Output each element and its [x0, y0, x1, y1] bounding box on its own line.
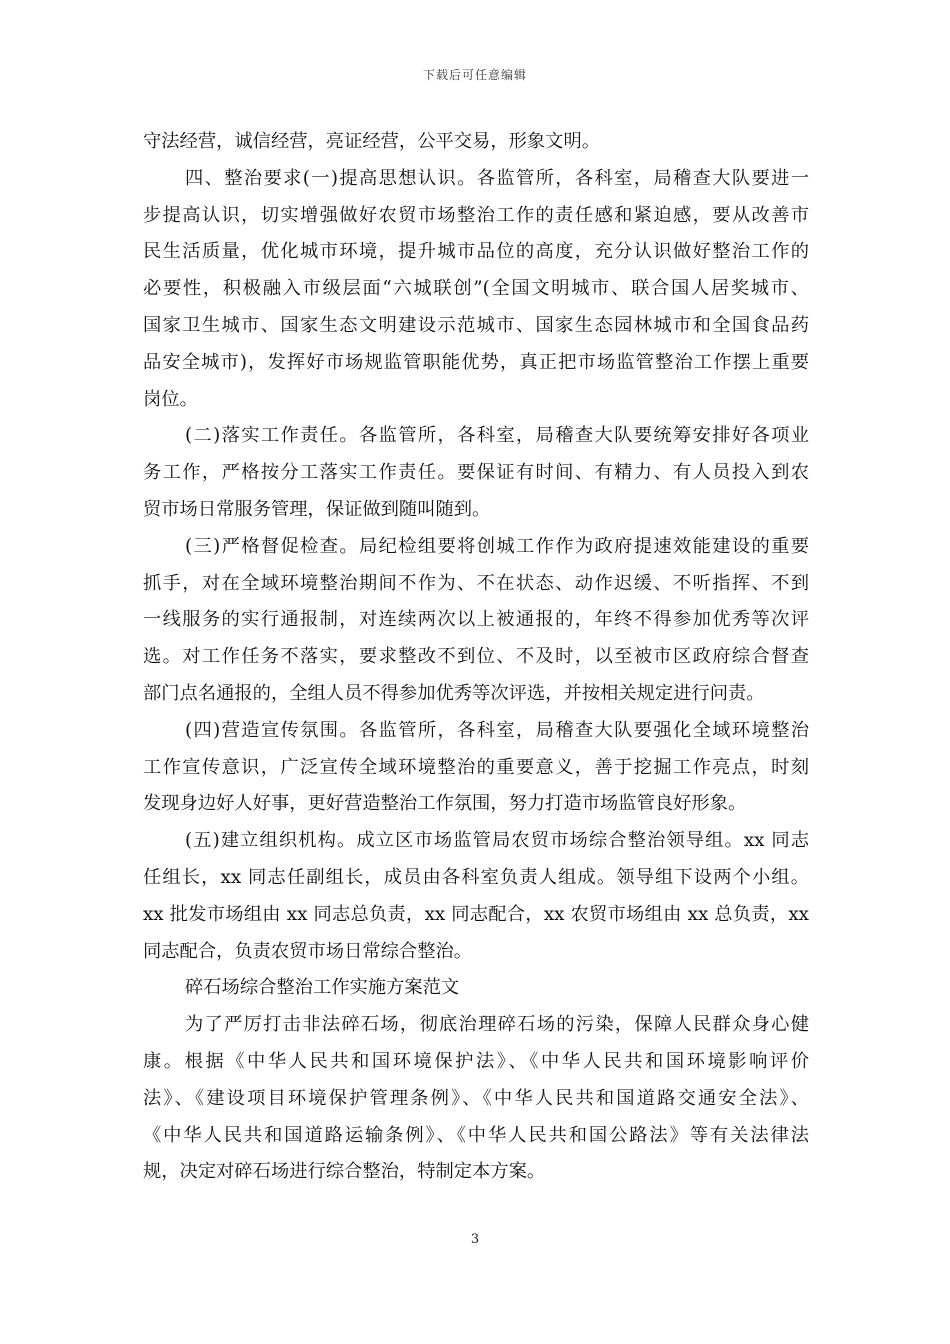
text-line: 工作宣传意识，广泛宣传全域环境整治的重要意义，善于挖掘工作亮点，时刻 [143, 756, 809, 778]
text-line: 品安全城市)，发挥好市场规监管职能优势，真正把市场监管整治工作摆上重要 [143, 351, 809, 373]
text-line: 同志配合，负责农贸市场日常综合整治。 [143, 940, 473, 962]
page-number: 3 [470, 1232, 480, 1247]
text-line: 民生活质量，优化城市环境，提升城市品位的高度，充分认识做好整治工作的 [143, 241, 809, 263]
text-line: 规，决定对碎石场进行综合整治，特制定本方案。 [143, 1161, 546, 1183]
text-line: (五)建立组织机构。成立区市场监管局农贸市场综合整治领导组。xx 同志 [185, 830, 809, 852]
text-line: 《中华人民共和国道路运输条例》、《中华人民共和国公路法》等有关法律法 [143, 1124, 809, 1146]
text-line: 一线服务的实行通报制，对连续两次以上被通报的，年终不得参加优秀等次评 [143, 609, 809, 631]
text-line: 国家卫生城市、国家生态文明建设示范城市、国家生态园林城市和全国食品药 [143, 314, 809, 336]
text-line: (三)严格督促检查。局纪检组要将创城工作作为政府提速效能建设的重要 [185, 535, 809, 557]
text-line: 选。对工作任务不落实，要求整改不到位、不及时，以至被市区政府综合督查 [143, 646, 809, 668]
text-line: 康。根据《中华人民共和国环境保护法》、《中华人民共和国环境影响评价 [143, 1050, 809, 1072]
text-line: 部门点名通报的，全组人员不得参加优秀等次评选，并按相关规定进行问责。 [143, 682, 765, 704]
text-line: (四)营造宣传氛围。各监管所，各科室，局稽查大队要强化全域环境整治 [185, 719, 809, 741]
text-line: 四、整治要求(一)提高思想认识。各监管所，各科室，局稽查大队要进一 [185, 167, 809, 189]
text-line: 为了严厉打击非法碎石场，彻底治理碎石场的污染，保障人民群众身心健 [185, 1014, 809, 1036]
text-line: 务工作，严格按分工落实工作责任。要保证有时间、有精力、有人员投入到农 [143, 462, 809, 484]
document-body [143, 124, 809, 1191]
text-line: (二)落实工作责任。各监管所，各科室，局稽查大队要统筹安排好各项业 [185, 425, 809, 447]
page-header: 下载后可任意编辑 [422, 68, 527, 82]
text-line: 发现身边好人好事，更好营造整治工作氛围，努力打造市场监管良好形象。 [143, 793, 747, 815]
text-line: 守法经营，诚信经营，亮证经营，公平交易，形象文明。 [143, 131, 601, 152]
text-line: 岗位。 [143, 388, 198, 410]
text-line: 任组长，xx 同志任副组长，成员由各科室负责人组成。领导组下设两个小组。 [143, 866, 809, 888]
text-line: 碎石场综合整治工作实施方案范文 [185, 977, 460, 999]
text-line: 必要性，积极融入市级层面“六城联创”(全国文明城市、联合国人居奖城市、 [143, 278, 809, 300]
text-line: 抓手，对在全域环境整治期间不作为、不在状态、动作迟缓、不听指挥、不到 [143, 572, 809, 594]
text-line: xx 批发市场组由 xx 同志总负责，xx 同志配合，xx 农贸市场组由 xx 总负责，xx [143, 903, 809, 925]
text-line: 步提高认识，切实增强做好农贸市场整治工作的责任感和紧迫感，要从改善市 [143, 204, 809, 226]
text-line: 法》、《建设项目环境保护管理条例》、《中华人民共和国道路交通安全法》、 [143, 1087, 809, 1109]
text-line: 贸市场日常服务管理，保证做到随叫随到。 [143, 498, 491, 520]
